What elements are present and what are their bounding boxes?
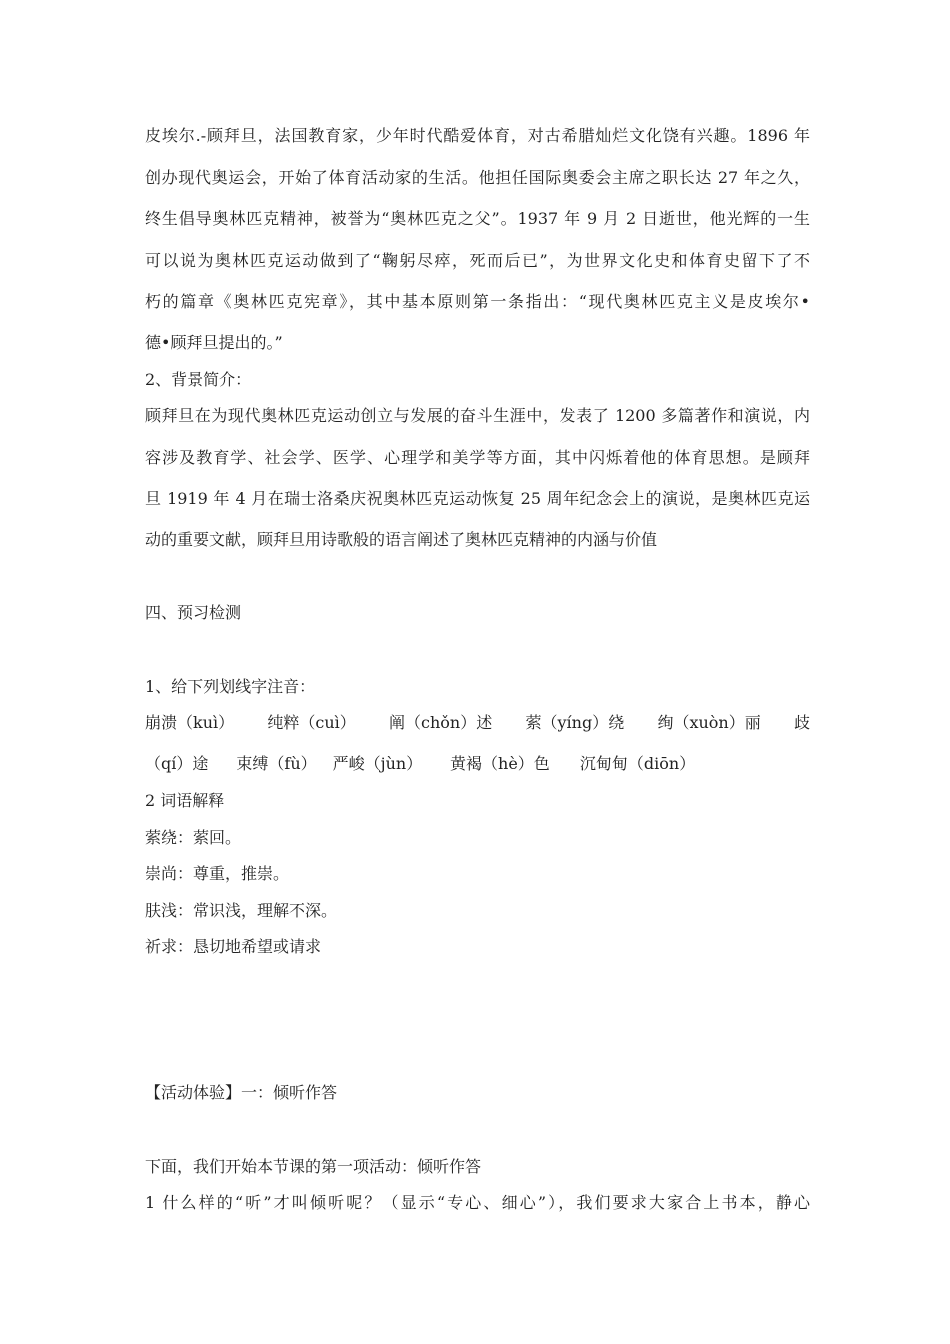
background-line-4: 动的重要文献，顾拜旦用诗歌般的语言阐述了奥林匹克精神的内涵与价值	[145, 530, 658, 549]
phonetic-item: 严峻（jùn）	[332, 754, 423, 773]
bio-line-3: 终生倡导奥林匹克精神，被誉为“奥林匹克之父”。1937 年 9 月 2 日逝世，他光辉的一生	[145, 209, 810, 228]
background-heading: 2、背景简介：	[145, 370, 252, 389]
vocab-item: 萦绕：萦回。	[145, 828, 242, 847]
activity-intro: 下面，我们开始本节课的第一项活动：倾听作答	[145, 1157, 482, 1176]
background-line-2: 容涉及教育学、社会学、医学、心理学和美学等方面，其中闪烁着他的体育思想。是顾拜	[145, 448, 810, 467]
activity-question: 1 什么样的“听”才叫倾听呢？（显示“专心、细心”），我们要求大家合上书本，静心	[145, 1193, 810, 1212]
phonetic-row-1	[145, 713, 810, 733]
bio-line-5: 朽的篇章《奥林匹克宪章》，其中基本原则第一条指出：“现代奥林匹克主义是皮埃尔•	[145, 292, 810, 311]
section-four-heading: 四、预习检测	[145, 603, 242, 622]
phonetic-item: 歧	[793, 713, 810, 732]
phonetic-item: 绚（xuòn）丽	[657, 713, 761, 732]
bio-line-2: 创办现代奥运会，开始了体育活动家的生活。他担任国际奥委会主席之职长达 27 年之久，	[145, 168, 810, 187]
background-line-3: 旦 1919 年 4 月在瑞士洛桑庆祝奥林匹克运动恢复 25 周年纪念会上的演说，是奥林匹克运	[145, 489, 810, 508]
activity-heading: 【活动体验】一：倾听作答	[145, 1083, 338, 1102]
phonetic-heading: 1、给下列划线字注音：	[145, 677, 316, 696]
bio-line-4: 可以说为奥林匹克运动做到了“鞠躬尽瘁，死而后已”，为世界文化史和体育史留下了不	[145, 251, 810, 270]
phonetic-item: 沉甸甸（diōn）	[579, 754, 696, 773]
phonetic-item: 黄褐（hè）色	[450, 754, 550, 773]
phonetic-item: 束缚（fù）	[236, 754, 317, 773]
phonetic-item: 萦（yíng）绕	[525, 713, 625, 732]
bio-line-1: 皮埃尔.-顾拜旦，法国教育家，少年时代酷爱体育，对古希腊灿烂文化饶有兴趣。1896 年	[145, 126, 810, 145]
vocab-item: 祈求：恳切地希望或请求	[145, 937, 322, 956]
phonetic-item: 崩溃（kuì）	[145, 713, 235, 732]
bio-line-6: 德•顾拜旦提出的。”	[145, 333, 283, 352]
phonetic-item: （qí）途	[145, 754, 209, 773]
vocab-heading: 2 词语解释	[145, 791, 225, 810]
background-line-1: 顾拜旦在为现代奥林匹克运动创立与发展的奋斗生涯中，发表了 1200 多篇著作和演说，内	[145, 406, 810, 425]
phonetic-row-2	[145, 754, 705, 774]
phonetic-item: 纯粹（cuì）	[267, 713, 356, 732]
vocab-item: 崇尚：尊重，推崇。	[145, 864, 290, 883]
vocab-item: 肤浅：常识浅，理解不深。	[145, 901, 338, 920]
phonetic-item: 阐（chǒn）述	[389, 713, 493, 732]
